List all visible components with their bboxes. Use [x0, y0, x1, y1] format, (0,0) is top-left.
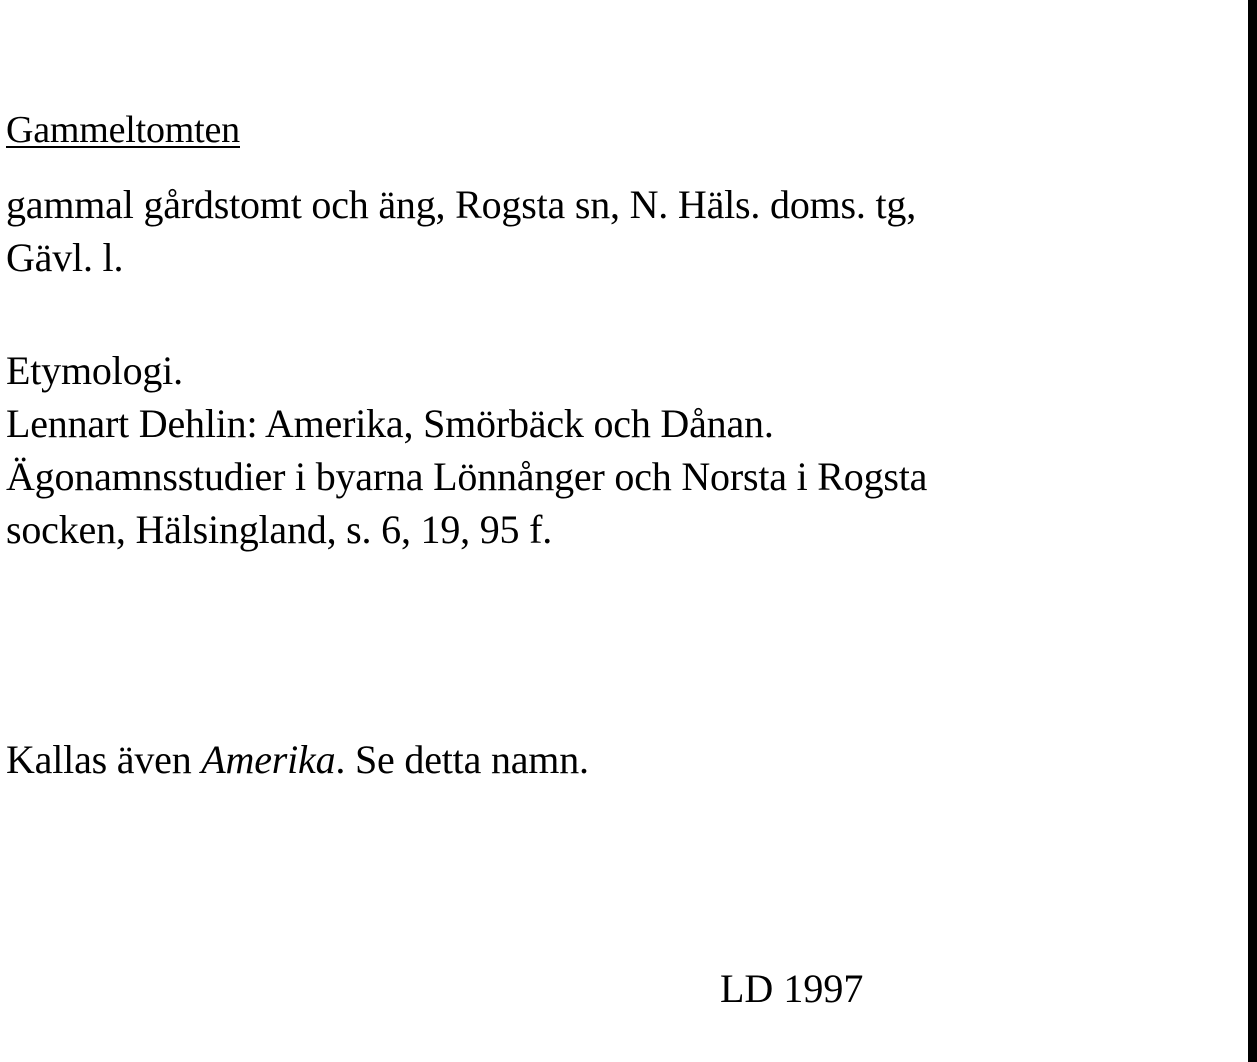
description-line: Gävl. l.	[6, 235, 124, 280]
etymology-section	[6, 344, 927, 556]
also-called-suffix: . Se detta namn.	[335, 737, 589, 782]
card-heading: Gammeltomten	[6, 109, 240, 151]
etymology-label: Etymologi.	[6, 348, 183, 393]
signature: LD 1997	[720, 966, 864, 1011]
card-right-border	[1248, 0, 1257, 1062]
description-line: gammal gårdstomt och äng, Rogsta sn, N. Häls. doms. tg,	[6, 182, 917, 227]
also-called-name: Amerika	[201, 737, 336, 782]
etymology-reference-line: Lennart Dehlin: Amerika, Smörbäck och Dånan.	[6, 401, 774, 446]
place-description	[6, 178, 916, 284]
etymology-reference-line: Ägonamnsstudier i byarna Lönnånger och Norsta i Rogsta	[6, 454, 928, 499]
also-called-prefix: Kallas även	[6, 737, 202, 782]
etymology-reference-line: socken, Hälsingland, s. 6, 19, 95 f.	[6, 507, 553, 552]
also-called-note	[6, 733, 589, 786]
